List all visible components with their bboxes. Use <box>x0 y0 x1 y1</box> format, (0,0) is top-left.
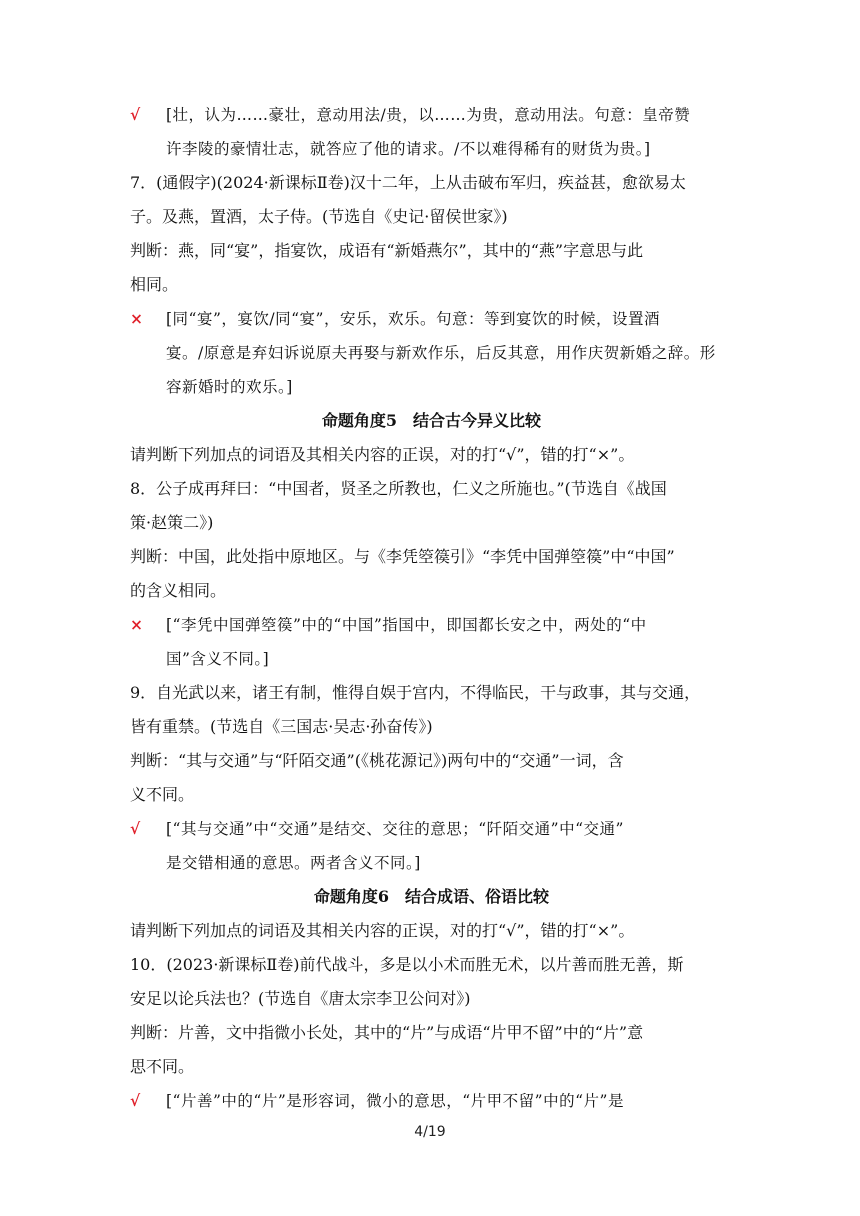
line-text: 皆有重禁。(节选自《三国志·吴志·孙奋传》) <box>130 717 433 736</box>
question-line <box>130 234 733 268</box>
line-text: 宴。/原意是弃妇诉说原夫再娶与新欢作乐，后反其意，用作庆贺新婚之辞。形 <box>166 344 716 362</box>
section-heading <box>130 404 733 438</box>
section-heading <box>130 880 733 914</box>
document-body <box>130 98 733 1118</box>
line-text: 策·赵策二》) <box>130 513 214 532</box>
question-line <box>130 506 733 540</box>
line-text: 国”含义不同。] <box>166 650 270 668</box>
question-line <box>130 1016 733 1050</box>
line-text: 判断：燕，同“宴”，指宴饮，成语有“新婚燕尔”，其中的“燕”字意思与此 <box>130 241 644 260</box>
line-text: 判断：“其与交通”与“阡陌交通”(《桃花源记》)两句中的“交通”一词，含 <box>130 751 624 770</box>
line-text: 命题角度6 结合成语、俗语比较 <box>313 887 550 906</box>
answer-line <box>130 608 733 642</box>
question-line <box>130 472 733 506</box>
line-text: 义不同。 <box>130 785 195 804</box>
line-text: 10．(2023·新课标Ⅱ卷)前代战斗，多是以小术而胜无术，以片善而胜无善，斯 <box>130 955 684 974</box>
page-number: 4/19 <box>414 1124 446 1140</box>
question-line <box>130 710 733 744</box>
line-text: 相同。 <box>130 275 179 294</box>
question-line <box>130 166 733 200</box>
correct-mark: √ <box>130 105 141 124</box>
line-text: 思不同。 <box>130 1057 195 1076</box>
answer-line <box>130 98 733 132</box>
answer-line <box>130 336 733 370</box>
line-text: [同“宴”，宴饮/同“宴”，安乐，欢乐。句意：等到宴饮的时候，设置酒 <box>166 310 660 328</box>
line-text: 是交错相通的意思。两者含义不同。] <box>166 854 421 872</box>
question-line <box>130 574 733 608</box>
wrong-mark: × <box>130 309 144 328</box>
question-line <box>130 268 733 302</box>
line-text: [“其与交通”中“交通”是结交、交往的意思；“阡陌交通”中“交通” <box>166 820 624 838</box>
answer-line <box>130 642 733 676</box>
question-line <box>130 676 733 710</box>
question-line <box>130 744 733 778</box>
line-text: 判断：片善，文中指微小长处，其中的“片”与成语“片甲不留”中的“片”意 <box>130 1023 644 1042</box>
question-line <box>130 948 733 982</box>
question-line <box>130 200 733 234</box>
line-text: [壮，认为……豪壮，意动用法/贵，以……为贵，意动用法。句意：皇帝赞 <box>166 106 691 124</box>
question-line <box>130 982 733 1016</box>
wrong-mark: × <box>130 615 144 634</box>
line-text: 请判断下列加点的词语及其相关内容的正误，对的打“√”，错的打“×”。 <box>130 445 635 464</box>
answer-line <box>130 370 733 404</box>
answer-line <box>130 302 733 336</box>
line-text: 判断：中国，此处指中原地区。与《李凭箜篌引》“李凭中国弹箜篌”中“中国” <box>130 547 675 566</box>
answer-line <box>130 132 733 166</box>
correct-mark: √ <box>130 819 141 838</box>
question-line <box>130 438 733 472</box>
line-text: 7．(通假字)(2024·新课标Ⅱ卷)汉十二年，上从击破布军归，疾益甚，愈欲易太 <box>130 173 686 192</box>
line-text: 的含义相同。 <box>130 581 227 600</box>
question-line <box>130 778 733 812</box>
line-text: 命题角度5 结合古今异义比较 <box>321 411 542 430</box>
line-text: [“李凭中国弹箜篌”中的“中国”指国中，即国都长安之中，两处的“中 <box>166 616 647 634</box>
line-text: 容新婚时的欢乐。] <box>166 378 293 396</box>
answer-line <box>130 846 733 880</box>
line-text: 8．公子成再拜曰：“中国者，贤圣之所教也，仁义之所施也。”(节选自《战国 <box>130 479 667 498</box>
line-text: [“片善”中的“片”是形容词，微小的意思，“片甲不留”中的“片”是 <box>166 1092 624 1110</box>
line-text: 安足以论兵法也？(节选自《唐太宗李卫公问对》) <box>130 989 471 1008</box>
question-line <box>130 914 733 948</box>
line-text: 请判断下列加点的词语及其相关内容的正误，对的打“√”，错的打“×”。 <box>130 921 635 940</box>
correct-mark: √ <box>130 1091 141 1110</box>
line-text: 9．自光武以来，诸王有制，惟得自娱于宫内，不得临民，干与政事，其与交通， <box>130 683 701 702</box>
answer-line <box>130 812 733 846</box>
question-line <box>130 1050 733 1084</box>
line-text: 子。及燕，置酒，太子侍。(节选自《史记·留侯世家》) <box>130 207 508 226</box>
line-text: 许李陵的豪情壮志，就答应了他的请求。/不以难得稀有的财货为贵。] <box>166 140 651 158</box>
question-line <box>130 540 733 574</box>
answer-line <box>130 1084 733 1118</box>
